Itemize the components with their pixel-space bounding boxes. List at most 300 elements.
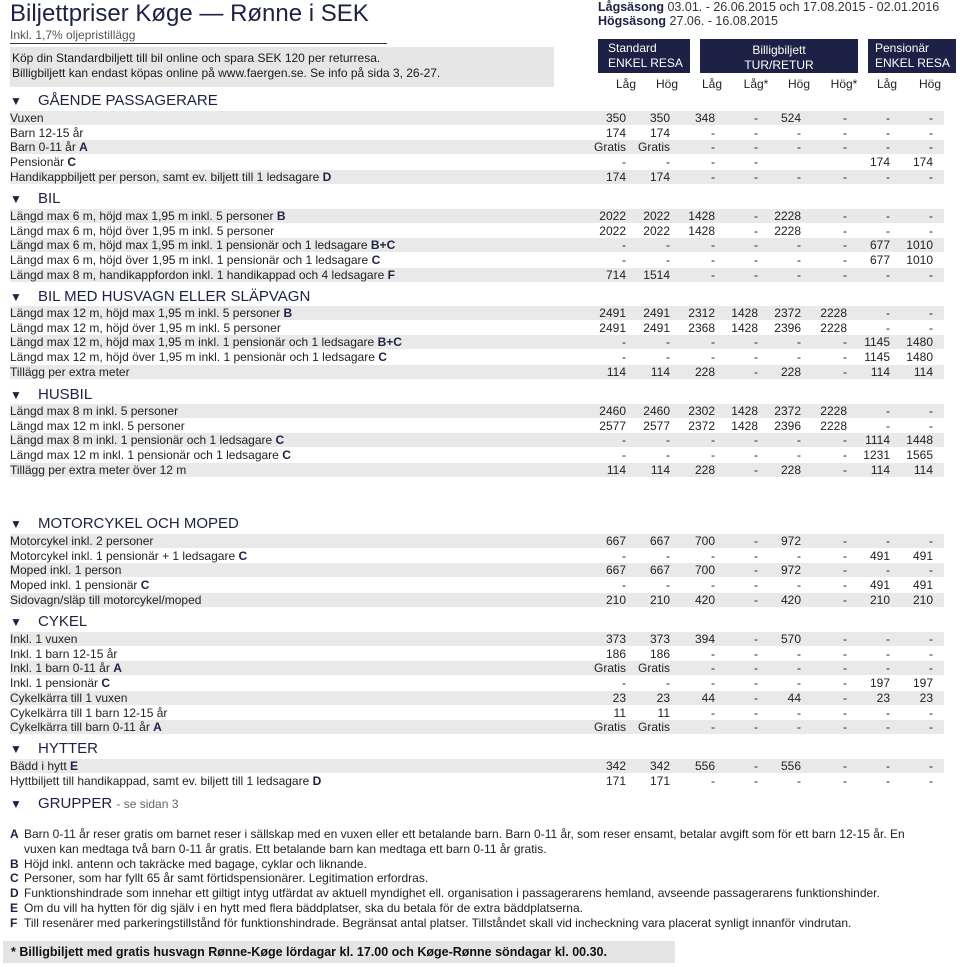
table-row xyxy=(10,306,944,320)
price-cell: 2302 xyxy=(688,404,715,418)
price-cell: - xyxy=(711,774,715,788)
footnote xyxy=(10,871,940,886)
price-cell: Gratis xyxy=(637,720,670,734)
section-header xyxy=(10,740,98,758)
price-cell: 350 xyxy=(605,111,626,125)
footnote-code: B xyxy=(276,209,286,223)
price-cell: - xyxy=(754,534,758,548)
price-cell: - xyxy=(754,759,758,773)
price-cell: - xyxy=(929,170,933,184)
price-cell: - xyxy=(886,224,890,238)
table-row xyxy=(10,720,944,734)
price-cell: 2396 xyxy=(774,419,801,433)
price-cell: - xyxy=(843,578,847,592)
price-cell: 174 xyxy=(912,155,933,169)
price-cell: - xyxy=(843,661,847,675)
row-label-text: Barn 12-15 år xyxy=(10,126,84,140)
column-group-standard xyxy=(598,39,690,73)
triangle-down-icon: ▼ xyxy=(10,517,22,531)
price-cell: - xyxy=(622,433,626,447)
billigbiljett-banner: * Billigbiljett med gratis husvagn Rønne-Køge lördagar kl. 17.00 och Køge-Rønne söndagar kl. 00.30. xyxy=(3,941,675,963)
low-season-label: Lågsäsong xyxy=(598,0,664,14)
row-label-text: Inkl. 1 barn 0-11 år xyxy=(10,661,110,675)
price-cell: - xyxy=(797,253,801,267)
footnote xyxy=(10,886,940,901)
table-row xyxy=(10,224,944,238)
promo-line: Köp din Standardbiljett till bil online och spara SEK 120 per returresa. xyxy=(12,51,381,65)
price-cell: - xyxy=(843,170,847,184)
table-row xyxy=(10,321,944,335)
row-label-text: Tillägg per extra meter xyxy=(10,365,130,379)
table-row xyxy=(10,632,944,646)
table-row xyxy=(10,433,944,447)
footnote-text: Till resenärer med parkeringstillstånd för funktionshindrade. Begränsat antal platser. Tillståndet skall vid incheckning vara placerat synligt innanför vindrutan. xyxy=(24,915,852,930)
price-cell: 171 xyxy=(605,774,626,788)
price-cell: 677 xyxy=(869,238,890,252)
price-cell: - xyxy=(666,238,670,252)
price-cell: 44 xyxy=(701,691,715,705)
price-cell: 373 xyxy=(649,632,670,646)
table-row xyxy=(10,140,944,154)
price-cell: - xyxy=(797,661,801,675)
section-header xyxy=(10,795,178,813)
price-cell: - xyxy=(843,448,847,462)
table-row xyxy=(10,404,944,418)
row-label xyxy=(10,632,77,646)
price-cell: - xyxy=(929,563,933,577)
price-cell: 491 xyxy=(912,578,933,592)
price-cell: Gratis xyxy=(593,661,626,675)
triangle-down-icon: ▼ xyxy=(10,94,22,108)
price-cell: - xyxy=(711,433,715,447)
price-cell: - xyxy=(711,676,715,690)
price-cell: 2491 xyxy=(643,306,670,320)
price-cell: 491 xyxy=(869,578,890,592)
price-cell: 342 xyxy=(649,759,670,773)
price-cell: 714 xyxy=(605,268,626,282)
price-cell: 394 xyxy=(694,632,715,646)
table-row xyxy=(10,253,944,267)
price-cell: - xyxy=(754,433,758,447)
price-cell: - xyxy=(886,306,890,320)
row-label-text: Längd max 8 m, handikappfordon inkl. 1 handikappad och 4 ledsagare xyxy=(10,268,385,282)
price-cell: 667 xyxy=(605,563,626,577)
section-header xyxy=(10,386,92,404)
row-label xyxy=(10,365,130,379)
price-cell: - xyxy=(622,335,626,349)
footnote-key: A xyxy=(10,827,19,841)
price-cell: 677 xyxy=(869,253,890,267)
price-cell: 1231 xyxy=(863,448,890,462)
section-header xyxy=(10,613,87,631)
price-cell: 667 xyxy=(605,534,626,548)
price-cell: - xyxy=(754,140,758,154)
price-cell: 186 xyxy=(605,647,626,661)
price-cell: 114 xyxy=(650,365,670,379)
row-label-text: Längd max 6 m, höjd över 1,95 m inkl. 5 personer xyxy=(10,224,275,238)
table-row xyxy=(10,268,944,282)
price-cell: - xyxy=(666,433,670,447)
price-cell: - xyxy=(711,448,715,462)
row-label xyxy=(10,448,291,462)
table-row xyxy=(10,170,944,184)
row-label-text: Bädd i hytt xyxy=(10,759,67,773)
price-cell: 491 xyxy=(912,549,933,563)
price-cell: - xyxy=(797,647,801,661)
column-group-title: Billigbiljett xyxy=(752,43,806,57)
row-label-text: Längd max 12 m, höjd max 1,95 m inkl. 5 personer xyxy=(10,306,281,320)
price-cell: - xyxy=(843,774,847,788)
price-cell: - xyxy=(929,534,933,548)
row-label xyxy=(10,140,88,154)
price-cell: - xyxy=(886,534,890,548)
price-cell: 491 xyxy=(869,549,890,563)
price-cell: - xyxy=(622,448,626,462)
price-cell: - xyxy=(754,170,758,184)
row-label xyxy=(10,111,44,125)
column-group-pensionar xyxy=(868,39,956,73)
price-cell: 2491 xyxy=(599,306,626,320)
price-cell: - xyxy=(886,563,890,577)
price-cell: 2368 xyxy=(688,321,715,335)
price-cell: - xyxy=(754,463,758,477)
footnote-text: Funktionshindrade som innehar ett giltigt intyg utfärdat av aktuell myndighet ell. organisation i passagerarens hemland, avseende passagerarens funktionshinder. xyxy=(24,886,880,901)
price-cell: - xyxy=(711,140,715,154)
price-cell: - xyxy=(886,774,890,788)
price-cell: - xyxy=(797,720,801,734)
price-cell: - xyxy=(886,321,890,335)
footnote-key: B xyxy=(10,856,19,871)
section-title: GÅENDE PASSAGERARE xyxy=(38,92,218,109)
price-cell: - xyxy=(754,720,758,734)
price-cell: 114 xyxy=(870,365,890,379)
footnote-code: C xyxy=(67,155,77,169)
row-label xyxy=(10,691,127,705)
price-cell: 1010 xyxy=(906,253,933,267)
row-label xyxy=(10,706,167,720)
row-label xyxy=(10,578,149,592)
table-row xyxy=(10,563,944,577)
promo-box xyxy=(10,47,554,87)
price-cell: 174 xyxy=(649,170,670,184)
price-cell: - xyxy=(843,647,847,661)
table-row xyxy=(10,534,944,548)
row-label-text: Inkl. 1 vuxen xyxy=(10,632,78,646)
promo-line: Billigbiljett kan endast köpas online på www.faergen.se. Se info på sida 3, 26-27. xyxy=(12,66,441,80)
price-cell: - xyxy=(754,268,758,282)
price-cell: - xyxy=(797,140,801,154)
price-cell: - xyxy=(711,170,715,184)
footnote-text: Personer, som har fyllt 65 år samt förtidspensionärer. Legitimation erfordras. xyxy=(24,871,429,886)
price-cell: 2372 xyxy=(774,404,801,418)
section-title: GRUPPER xyxy=(38,795,113,812)
row-label xyxy=(10,224,274,238)
price-cell: - xyxy=(886,209,890,223)
footnote-code: B+C xyxy=(377,335,402,349)
footnote-code: B xyxy=(283,306,293,320)
footnote-key: E xyxy=(10,900,19,915)
price-cell: 1145 xyxy=(864,335,890,349)
triangle-down-icon: ▼ xyxy=(10,388,22,402)
row-label-text: Cykelkärra till barn 0-11 år xyxy=(10,720,150,734)
row-label-text: Längd max 8 m inkl. 1 pensionär och 1 ledsagare xyxy=(10,433,273,447)
price-cell: - xyxy=(843,563,847,577)
price-cell: - xyxy=(711,155,715,169)
row-label xyxy=(10,563,121,577)
price-cell: 23 xyxy=(919,691,933,705)
price-cell: - xyxy=(711,647,715,661)
footnote-code: D xyxy=(312,774,322,788)
price-cell: - xyxy=(666,350,670,364)
row-label xyxy=(10,238,395,252)
price-cell: 1480 xyxy=(906,350,933,364)
table-row xyxy=(10,549,944,563)
section-header xyxy=(10,515,239,533)
row-label xyxy=(10,593,201,607)
footnote xyxy=(10,827,940,857)
price-cell: - xyxy=(754,238,758,252)
price-cell: - xyxy=(754,706,758,720)
price-cell: - xyxy=(886,759,890,773)
price-cell: - xyxy=(929,126,933,140)
footnote-code: C xyxy=(101,676,111,690)
row-label-text: Längd max 12 m, höjd över 1,95 m inkl. 1 pensionär och 1 ledsagare xyxy=(10,350,375,364)
price-cell: - xyxy=(797,578,801,592)
section-header xyxy=(10,288,310,306)
price-cell: - xyxy=(666,253,670,267)
price-cell: - xyxy=(754,365,758,379)
table-row xyxy=(10,706,944,720)
price-cell: 2577 xyxy=(599,419,626,433)
table-row xyxy=(10,691,944,705)
price-cell: - xyxy=(754,549,758,563)
price-cell: 524 xyxy=(780,111,801,125)
price-cell: - xyxy=(754,126,758,140)
price-cell: 44 xyxy=(787,691,801,705)
price-cell: - xyxy=(711,350,715,364)
price-cell: - xyxy=(666,549,670,563)
price-cell: 350 xyxy=(649,111,670,125)
price-cell: 2228 xyxy=(820,306,847,320)
price-cell: 2228 xyxy=(820,321,847,335)
high-season-label: Högsäsong xyxy=(598,14,667,28)
footnote-key: D xyxy=(10,886,19,901)
price-cell: - xyxy=(754,593,758,607)
section-title: HYTTER xyxy=(38,740,98,757)
price-cell: 667 xyxy=(649,563,670,577)
price-cell: 174 xyxy=(649,126,670,140)
price-cell: - xyxy=(666,335,670,349)
price-cell: 2228 xyxy=(774,209,801,223)
row-label xyxy=(10,759,78,773)
row-label-text: Moped inkl. 1 pensionär xyxy=(10,578,138,592)
row-label xyxy=(10,433,284,447)
row-label-text: Längd max 6 m, höjd max 1,95 m inkl. 5 personer xyxy=(10,209,274,223)
price-cell: 700 xyxy=(694,534,715,548)
price-cell: Gratis xyxy=(593,140,626,154)
price-cell: 210 xyxy=(605,593,626,607)
triangle-down-icon: ▼ xyxy=(10,615,22,629)
row-label-text: Längd max 12 m inkl. 1 pensionär och 1 ledsagare xyxy=(10,448,279,462)
footnote-text: Om du vill ha hytten för dig själv i en hytt med flera bäddplatser, ska du betala för de extra bäddplatserna. xyxy=(24,900,583,915)
footnote-key: C xyxy=(10,871,19,886)
price-cell: - xyxy=(929,268,933,282)
price-cell: 348 xyxy=(694,111,715,125)
table-row xyxy=(10,238,944,252)
price-cell: 1010 xyxy=(906,238,933,252)
footnote-code: C xyxy=(275,433,285,447)
table-row xyxy=(10,593,944,607)
price-cell: 570 xyxy=(780,632,801,646)
column-head: Låg xyxy=(701,77,723,91)
price-cell: - xyxy=(754,563,758,577)
price-cell: - xyxy=(797,706,801,720)
price-cell: - xyxy=(711,706,715,720)
table-row xyxy=(10,661,944,675)
price-cell: 556 xyxy=(694,759,715,773)
section-header xyxy=(10,92,218,110)
price-cell: - xyxy=(843,463,847,477)
price-cell: 342 xyxy=(605,759,626,773)
column-head: Hög xyxy=(787,77,811,91)
table-row xyxy=(10,126,944,140)
section-header xyxy=(10,190,61,208)
price-cell: 1428 xyxy=(688,209,715,223)
column-group-title: Standard xyxy=(608,41,657,55)
footnote-code: C xyxy=(140,578,150,592)
price-cell: 420 xyxy=(780,593,801,607)
price-cell: 11 xyxy=(613,706,626,720)
price-cell: 667 xyxy=(649,534,670,548)
price-cell: 2491 xyxy=(643,321,670,335)
price-cell: - xyxy=(886,647,890,661)
row-label-text: Cykelkärra till 1 barn 12-15 år xyxy=(10,706,168,720)
price-cell: - xyxy=(754,253,758,267)
price-cell: - xyxy=(843,676,847,690)
price-cell: - xyxy=(754,448,758,462)
low-season xyxy=(598,0,939,14)
footnote-text: Barn 0-11 år reser gratis om barnet reser i sällskap med en vuxen eller ett betalande barn. Barn 0-11 år, som reser ensamt, betalar avgift som för ett barn 12-15 år. En vuxen kan medtaga två barn 0-11 år gratis. Ett betalande barn kan medtaga ett barn 0-11 år gratis. xyxy=(24,827,905,856)
table-row xyxy=(10,759,944,773)
low-season-dates: 03.01. - 26.06.2015 och 17.08.2015 - 02.01.2016 xyxy=(667,0,940,14)
price-cell: - xyxy=(929,419,933,433)
price-cell: - xyxy=(754,774,758,788)
price-cell: 186 xyxy=(649,647,670,661)
price-cell: 2577 xyxy=(643,419,670,433)
price-cell: 1448 xyxy=(906,433,933,447)
price-cell: - xyxy=(886,126,890,140)
price-cell: 1428 xyxy=(731,419,758,433)
price-cell: 373 xyxy=(605,632,626,646)
price-cell: - xyxy=(886,170,890,184)
row-label-text: Längd max 12 m, höjd över 1,95 m inkl. 5 personer xyxy=(10,321,281,335)
row-label xyxy=(10,126,83,140)
price-cell: - xyxy=(843,759,847,773)
triangle-down-icon: ▼ xyxy=(10,290,22,304)
column-head: Låg xyxy=(615,77,637,91)
price-cell: - xyxy=(622,676,626,690)
price-cell: - xyxy=(929,224,933,238)
price-cell: 174 xyxy=(869,155,890,169)
price-cell: 2396 xyxy=(774,321,801,335)
footnote-code: F xyxy=(387,268,395,282)
column-head: Hög xyxy=(655,77,679,91)
row-label-text: Motorcykel inkl. 1 pensionär + 1 ledsagare xyxy=(10,549,236,563)
row-label-text: Längd max 6 m, höjd max 1,95 m inkl. 1 pensionär och 1 ledsagare xyxy=(10,238,368,252)
price-cell: 228 xyxy=(694,365,715,379)
price-cell: 171 xyxy=(649,774,670,788)
row-label xyxy=(10,661,122,675)
price-cell: - xyxy=(886,661,890,675)
price-cell: - xyxy=(843,691,847,705)
price-cell: - xyxy=(711,549,715,563)
price-cell: - xyxy=(797,170,801,184)
price-cell: - xyxy=(797,350,801,364)
price-cell: 2460 xyxy=(643,404,670,418)
column-head: Hög* xyxy=(830,77,858,91)
price-cell: 700 xyxy=(694,563,715,577)
price-cell: - xyxy=(754,335,758,349)
price-cell: - xyxy=(886,140,890,154)
footnote-code: C xyxy=(378,350,387,364)
high-season xyxy=(598,14,778,28)
price-cell: - xyxy=(843,140,847,154)
section-note: - se sidan 3 xyxy=(116,797,179,811)
row-label-text: Längd max 12 m inkl. 5 personer xyxy=(10,419,185,433)
table-row xyxy=(10,419,944,433)
row-label xyxy=(10,253,380,267)
price-cell: - xyxy=(797,335,801,349)
row-label xyxy=(10,209,285,223)
footnote-code: C xyxy=(238,549,248,563)
price-cell: - xyxy=(711,661,715,675)
price-cell: - xyxy=(711,126,715,140)
table-row xyxy=(10,647,944,661)
price-cell: - xyxy=(886,419,890,433)
price-cell: - xyxy=(754,350,758,364)
price-cell: - xyxy=(711,335,715,349)
price-cell: - xyxy=(711,253,715,267)
table-row xyxy=(10,448,944,462)
price-cell: 228 xyxy=(780,463,801,477)
price-cell: - xyxy=(843,335,847,349)
price-cell: - xyxy=(843,433,847,447)
price-cell: - xyxy=(754,632,758,646)
price-cell: - xyxy=(711,720,715,734)
price-cell: - xyxy=(754,578,758,592)
row-label-text: Vuxen xyxy=(10,111,44,125)
price-cell: 1514 xyxy=(643,268,670,282)
section-title: CYKEL xyxy=(38,613,88,630)
price-cell: - xyxy=(843,253,847,267)
price-cell: - xyxy=(666,578,670,592)
footnote-key: F xyxy=(10,915,18,930)
price-cell: 228 xyxy=(780,365,801,379)
price-cell: - xyxy=(843,632,847,646)
table-row xyxy=(10,209,944,223)
row-label-text: Inkl. 1 pensionär xyxy=(10,676,99,690)
column-head: Låg xyxy=(876,77,898,91)
price-cell: 1428 xyxy=(688,224,715,238)
price-cell: 1428 xyxy=(731,321,758,335)
price-cell: - xyxy=(754,647,758,661)
price-cell: - xyxy=(797,549,801,563)
price-cell: - xyxy=(754,691,758,705)
row-label-text: Hyttbiljett till handikappad, samt ev. biljett till 1 ledsagare xyxy=(10,774,310,788)
row-label xyxy=(10,170,331,184)
price-cell: - xyxy=(929,404,933,418)
column-group-subtitle: ENKEL RESA xyxy=(608,56,683,70)
